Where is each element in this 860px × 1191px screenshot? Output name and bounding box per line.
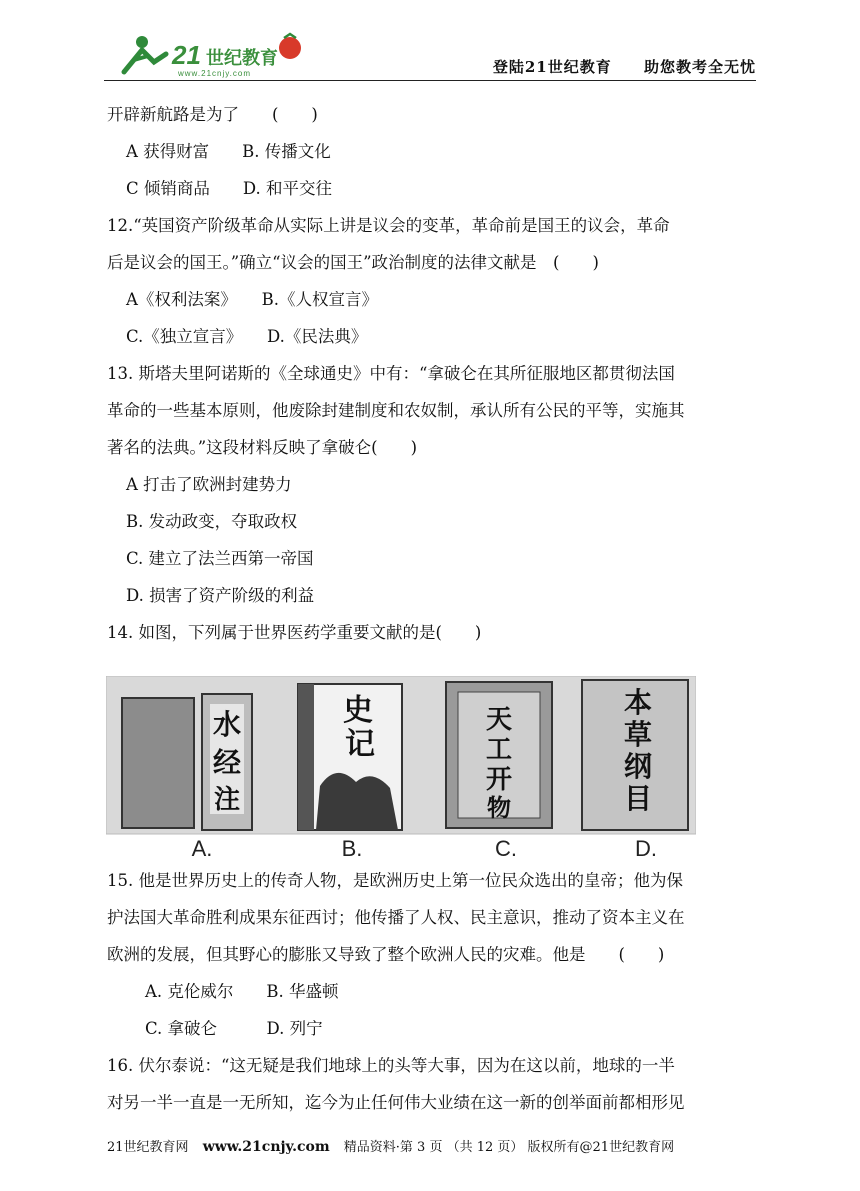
book-a-title-1: 水 [212,708,242,741]
header-slogan-left: 登陆21世纪教育 [492,58,612,76]
question-13-stem-line-1: 13. 斯塔夫里阿诺斯的《全球通史》中有：“拿破仑在其所征服地区都贯彻法国 [107,364,675,383]
book-a-title-2: 经 [212,746,242,779]
book-d-title-2: 草 [623,718,653,751]
header-divider [104,80,756,81]
question-12-stem-line-2: 后是议会的国王。”确立“议会的国王”政治制度的法律文献是 ( ) [107,253,599,272]
svg-text:世纪教育: 世纪教育 [206,48,278,69]
question-11-options-cd: C 倾销商品 D. 和平交往 [126,179,333,198]
question-13-option-b: B. 发动政变，夺取政权 [126,512,298,531]
book-b-title-1: 史 [343,693,373,728]
question-13-option-d: D. 损害了资产阶级的利益 [126,586,315,605]
question-14-stem: 14. 如图，下列属于世界医药学重要文献的是( ) [107,623,482,642]
question-13-stem-line-2: 革命的一些基本原则，他废除封建制度和农奴制，承认所有公民的平等，实施其 [107,401,685,420]
question-11-stem-end: 开辟新航路是为了 ( ) [107,105,318,124]
book-a-image [122,694,252,830]
footer-site-link[interactable]: www.21cnjy.com [202,1139,330,1155]
question-15-stem-line-1: 15. 他是世界历史上的传奇人物，是欧洲历史上第一位民众选出的皇帝；他为保 [107,871,683,890]
page-footer [107,1136,757,1155]
question-12-options-ab: A《权利法案》 B.《人权宣言》 [126,290,379,309]
figure-label-d: D. [635,836,657,859]
book-b-title-2: 记 [345,727,375,762]
footer-left: 21世纪教育网 [107,1140,189,1155]
question-16-stem-line-1: 16. 伏尔泰说：“这无疑是我们地球上的头等大事，因为在这以前，地球的一半 [107,1056,675,1075]
svg-text:www.21cnjy.com: www.21cnjy.com [178,69,251,78]
book-c-image [446,682,552,828]
question-15-options-cd: C. 拿破仑 D. 列宁 [145,1019,323,1038]
book-a-title-3: 注 [213,785,241,815]
figure-label-b: B. [341,836,363,859]
header-slogan [467,56,756,77]
question-12-stem-line-1: 12.“英国资产阶级革命从实际上讲是议会的变革，革命前是国王的议会，革命 [107,216,670,235]
header-slogan-right: 助您教考全无忧 [643,58,756,76]
footer-right: 精品资料·第 3 页 （共 12 页） 版权所有@21世纪教育网 [343,1140,675,1155]
document-body [107,96,757,651]
question-13-stem-line-3: 著名的法典。”这段材料反映了拿破仑( ) [107,438,418,457]
book-c-title-2: 工 [485,735,513,765]
question-16-stem-line-2: 对另一半一直是一无所知，迄今为止任何伟大业绩在这一新的创举面前都相形见 [107,1093,685,1112]
question-13-option-c: C. 建立了法兰西第一帝国 [126,549,314,568]
book-c-title-4: 物 [487,793,511,822]
book-d-title-3: 纲 [623,750,653,783]
figure-label-a: A. [191,836,213,859]
question-15-options-ab: A. 克伦威尔 B. 华盛顿 [145,982,339,1001]
question-15-stem-line-2: 护法国大革命胜利成果东征西讨；他传播了人权、民主意识，推动了资本主义在 [107,908,685,927]
book-c-title-3: 开 [485,765,513,795]
page-header [104,28,756,84]
question-13-option-a: A 打击了欧洲封建势力 [126,475,292,494]
site-logo [114,32,314,78]
book-d-title-1: 本 [623,686,653,719]
book-d-image [582,680,688,830]
book-b-image [298,684,402,830]
figure-label-c: C. [495,836,517,859]
question-11-options-ab: A 获得财富 B. 传播文化 [126,142,331,161]
svg-text:21: 21 [172,40,201,70]
book-d-title-4: 目 [623,782,653,815]
book-c-title-1: 天 [485,705,513,735]
question-12-options-cd: C.《独立宣言》 D.《民法典》 [126,327,368,346]
question-14-figure [106,676,696,859]
question-15-stem-line-3: 欧洲的发展，但其野心的膨胀又导致了整个欧洲人民的灾难。他是 ( ) [107,945,665,964]
document-body-continued [107,862,757,1121]
